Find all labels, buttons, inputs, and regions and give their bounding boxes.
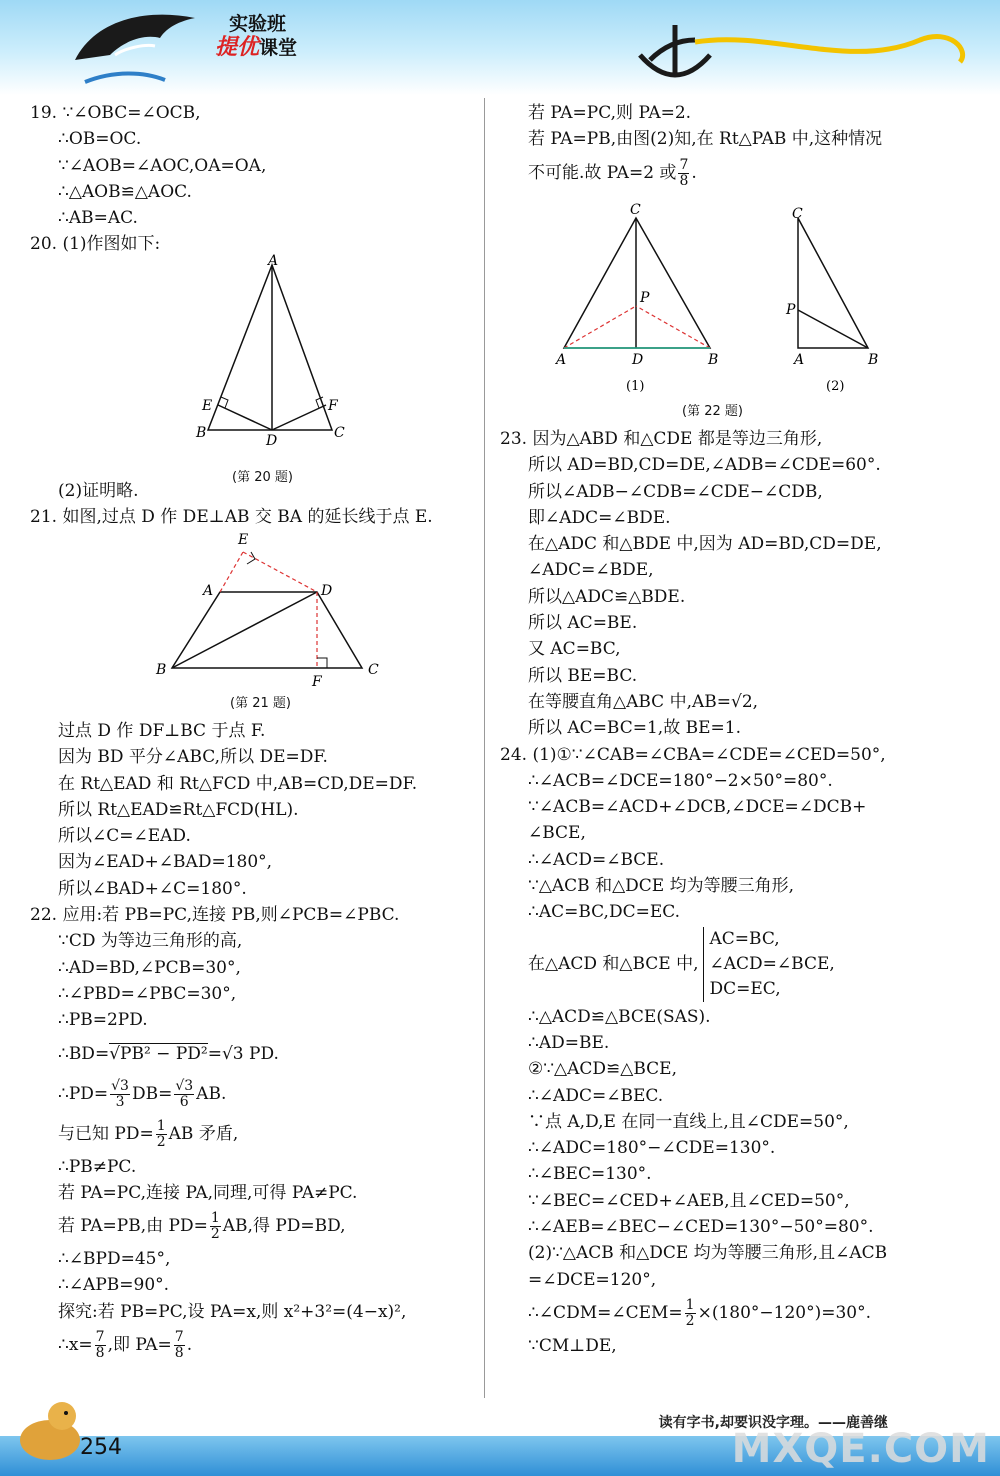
- figure-caption: (第 20 题): [232, 470, 293, 485]
- figure-label: B: [156, 662, 167, 678]
- denominator: 3: [115, 1093, 125, 1110]
- text-line: 若 PA=PC,则 PA=2.: [528, 103, 692, 123]
- left-column-21: [30, 504, 433, 530]
- math-text: ∴BD=: [58, 1043, 110, 1064]
- watermark: MXQE.COM: [731, 1426, 990, 1472]
- text-line: ∵∠BEC=∠CED+∠AEB,且∠CED=50°,: [528, 1190, 850, 1211]
- text-line: 探究:若 PB=PC,设 PA=x,则 x²+3²=(4−x)²,: [58, 1301, 407, 1322]
- brace-item: ∠ACD=∠BCE,: [709, 954, 835, 975]
- text-line: ∴∠ACD=∠BCE.: [528, 849, 665, 870]
- text-line: 所以 Rt△EAD≌Rt△FCD(HL).: [58, 799, 299, 820]
- figure-label: E: [238, 532, 249, 548]
- text-line: 19. ∵∠OBC=∠OCB,: [30, 103, 201, 123]
- denominator: 8: [679, 172, 689, 189]
- text-line: 23. 因为△ABD 和△CDE 都是等边三角形,: [500, 429, 823, 449]
- brand-title: [215, 12, 297, 60]
- text-line: ∴∠BPD=45°,: [58, 1249, 171, 1270]
- figure-label: E: [202, 398, 213, 414]
- text-line: 在等腰直角△ABC 中,AB=√2,: [528, 691, 759, 712]
- figure-label: C: [792, 206, 803, 222]
- text-line: 在 Rt△EAD 和 Rt△FCD 中,AB=CD,DE=DF.: [58, 773, 418, 794]
- text-line: ②∵△ACD≌△BCE,: [528, 1059, 677, 1080]
- denominator: 8: [95, 1345, 105, 1362]
- math-line: [500, 153, 882, 193]
- figure-20: [190, 255, 390, 455]
- figure-caption: (第 21 题): [230, 696, 291, 711]
- text-line: 因为 BD 平分∠ABC,所以 DE=DF.: [58, 747, 328, 768]
- numerator: 1: [210, 1210, 220, 1227]
- figure-22: [550, 200, 910, 395]
- math-text: ×(180°−120°)=30°.: [697, 1302, 872, 1323]
- math-text: ∴x=: [58, 1335, 93, 1356]
- math-text: ∴PD=: [58, 1083, 109, 1104]
- text-line: ∴∠ACB=∠DCE=180°−2×50°=80°.: [528, 770, 833, 791]
- math-text: ∴∠CDM=∠CEM=: [528, 1302, 683, 1323]
- left-column-bottom: [30, 718, 417, 1365]
- math-line: ∴BD=√PB² − PD²=√3 PD.: [58, 1043, 279, 1064]
- math-radicand: PB² − PD²: [120, 1043, 208, 1064]
- brand-line2-text: 课堂: [259, 37, 298, 59]
- brace-group: [703, 927, 835, 1002]
- text-line: 22. 应用:若 PB=PC,连接 PB,则∠PCB=∠PBC.: [30, 905, 400, 926]
- text-line: 即∠ADC=∠BDE.: [528, 507, 671, 528]
- brand-highlight: 提优: [215, 35, 260, 60]
- figure-sublabel: (2): [826, 379, 845, 394]
- brand-line1: 实验班: [229, 13, 287, 35]
- math-text: .: [691, 162, 697, 183]
- denominator: 6: [179, 1093, 189, 1110]
- text-line: 所以 BE=BC.: [528, 665, 638, 686]
- text-line: ∴∠APB=90°.: [58, 1275, 170, 1296]
- math-text: AB.: [196, 1083, 227, 1104]
- numerator: √3: [111, 1077, 129, 1094]
- text-line: ∴∠BEC=130°.: [528, 1164, 652, 1185]
- left-column-top: [30, 100, 266, 258]
- figure-label: F: [328, 398, 338, 414]
- page-header: [0, 0, 1000, 95]
- text-line: 过点 D 作 DF⊥BC 于点 F.: [58, 721, 266, 741]
- figure-label: A: [794, 352, 805, 368]
- text-line: ∴PB≠PC.: [58, 1156, 137, 1177]
- left-column-20-2: [58, 478, 138, 504]
- text-line: ∴PB=2PD.: [58, 1010, 148, 1031]
- text-line: ∴∠AEB=∠BEC−∠CED=130°−50°=80°.: [528, 1217, 874, 1238]
- text-line: ∴AD=BD,∠PCB=30°,: [58, 957, 241, 978]
- numerator: 1: [685, 1296, 695, 1313]
- right-column-top: [500, 100, 882, 193]
- text-line: 24. (1)①∵∠CAB=∠CBA=∠CDE=∠CED=50°,: [500, 744, 886, 765]
- math-line: [30, 1206, 417, 1246]
- page-footer: [0, 1366, 1000, 1476]
- fraction: [685, 1298, 696, 1329]
- text-line: 21. 如图,过点 D 作 DE⊥AB 交 BA 的延长线于点 E.: [30, 507, 433, 527]
- figure-label: A: [556, 352, 567, 368]
- text-line: 在△ADC 和△BDE 中,因为 AD=BD,CD=DE,: [528, 534, 882, 555]
- numerator: 7: [174, 1329, 184, 1346]
- denominator: 8: [174, 1345, 184, 1362]
- denominator: 2: [685, 1312, 695, 1329]
- text-line: 所以 AD=BD,CD=DE,∠ADB=∠CDE=60°.: [528, 455, 881, 476]
- text-line: ∴AD=BE.: [528, 1032, 610, 1053]
- math-text: DB=: [131, 1083, 173, 1104]
- math-text: AB,得 PD=BD,: [222, 1216, 346, 1237]
- text-line: ∵△ACB 和△DCE 均为等腰三角形,: [528, 876, 794, 897]
- numerator: 7: [679, 156, 689, 173]
- text-line: 若 PA=PC,连接 PA,同理,可得 PA≠PC.: [58, 1182, 358, 1203]
- fraction: [95, 1330, 106, 1361]
- numerator: 1: [156, 1117, 166, 1134]
- text-line: (2)证明略.: [58, 481, 139, 501]
- footer-motto: 读有字书,却要识没字理。——鹿善继: [658, 1415, 888, 1431]
- fraction: [174, 1079, 194, 1110]
- text-line: ∵CM⊥DE,: [528, 1335, 617, 1356]
- numerator: 7: [95, 1329, 105, 1346]
- figure-label: C: [630, 202, 641, 218]
- brace-item: AC=BC,: [709, 929, 780, 950]
- text-line: ∴△AOB≌△AOC.: [58, 181, 192, 202]
- figure-label: P: [640, 290, 650, 306]
- text-line: (2)∵△ACB 和△DCE 均为等腰三角形,且∠ACB: [528, 1243, 888, 1264]
- figure-21: [150, 530, 400, 690]
- right-column-body: [500, 426, 887, 1359]
- text-line: 因为∠EAD+∠BAD=180°,: [58, 852, 273, 873]
- math-text: 在△ACD 和△BCE 中,: [528, 954, 699, 975]
- text-line: ∴AB=AC.: [58, 208, 138, 229]
- text-line: ∵∠AOB=∠AOC,OA=OA,: [58, 155, 267, 176]
- text-line: 20. (1)作图如下:: [30, 234, 161, 255]
- figure-label: B: [868, 352, 879, 368]
- brace-item: DC=EC,: [709, 979, 781, 1000]
- text-line: 所以∠ADB−∠CDB=∠CDE−∠CDB,: [528, 481, 823, 502]
- text-line: 所以△ADC≌△BDE.: [528, 586, 686, 607]
- text-line: ∴∠ADC=∠BEC.: [528, 1085, 664, 1106]
- denominator: 2: [210, 1226, 220, 1243]
- text-line: 又 AC=BC,: [528, 639, 621, 660]
- figure-label: A: [268, 253, 279, 269]
- math-line: [30, 1074, 417, 1114]
- anchor-icon: [620, 0, 1000, 95]
- text-line: ∴AC=BC,DC=EC.: [528, 902, 681, 923]
- text-line: ∵CD 为等边三角形的高,: [58, 931, 243, 952]
- brace-system: [500, 926, 887, 1004]
- figure-label: P: [786, 302, 796, 318]
- math-text: AB 矛盾,: [168, 1123, 239, 1144]
- figure-label: C: [334, 425, 345, 441]
- figure-label: F: [312, 674, 322, 690]
- figure-label: D: [632, 352, 644, 368]
- page-number: 254: [80, 1435, 122, 1460]
- text-line: ∵∠ACB=∠ACD+∠DCB,∠DCE=∠DCB+: [528, 797, 867, 818]
- fraction: [156, 1119, 167, 1150]
- fraction: [210, 1211, 221, 1242]
- text-line: 所以∠BAD+∠C=180°.: [58, 878, 247, 899]
- math-text: 不可能.故 PA=2 或: [528, 162, 677, 183]
- figure-sublabel: (1): [626, 379, 645, 394]
- text-line: 所以 AC=BC=1,故 BE=1.: [528, 718, 741, 739]
- math-text: ,即 PA=: [107, 1335, 172, 1356]
- text-line: ∴∠PBD=∠PBC=30°,: [58, 983, 237, 1004]
- figure-label: C: [368, 662, 379, 678]
- brand-line2: [215, 36, 297, 60]
- fraction: [174, 1330, 185, 1361]
- figure-label: B: [708, 352, 719, 368]
- math-text: 若 PA=PB,由 PD=: [58, 1216, 208, 1237]
- text-line: ∵点 A,D,E 在同一直线上,且∠CDE=50°,: [528, 1111, 849, 1132]
- text-line: ∠ADC=∠BDE,: [528, 560, 654, 581]
- text-line: ∴∠ADC=180°−∠CDE=130°.: [528, 1138, 776, 1159]
- fraction: [110, 1079, 130, 1110]
- fraction: [678, 158, 689, 189]
- text-line: 所以∠C=∠EAD.: [58, 826, 191, 847]
- seal-icon: [10, 1388, 90, 1468]
- math-text: =√3 PD.: [207, 1043, 279, 1064]
- denominator: 2: [156, 1133, 166, 1150]
- math-line: [30, 1325, 417, 1365]
- math-text: 与已知 PD=: [58, 1123, 154, 1144]
- math-text: .: [186, 1335, 193, 1356]
- text-line: ∴OB=OC.: [58, 129, 142, 150]
- figure-label: B: [196, 425, 207, 441]
- figure-label: D: [266, 433, 278, 449]
- figure-caption: (第 22 题): [682, 404, 743, 419]
- text-line: 若 PA=PB,由图(2)知,在 Rt△PAB 中,这种情况: [528, 129, 883, 150]
- numerator: √3: [175, 1077, 194, 1094]
- text-line: ∠BCE,: [528, 823, 586, 844]
- column-divider: [484, 98, 485, 1398]
- math-line: [500, 1293, 887, 1333]
- figure-label: D: [321, 583, 333, 599]
- text-line: =∠DCE=120°,: [528, 1269, 657, 1290]
- figure-label: A: [203, 583, 214, 599]
- math-line: [30, 1114, 417, 1154]
- text-line: ∴△ACD≌△BCE(SAS).: [528, 1006, 711, 1027]
- text-line: 所以 AC=BE.: [528, 613, 638, 634]
